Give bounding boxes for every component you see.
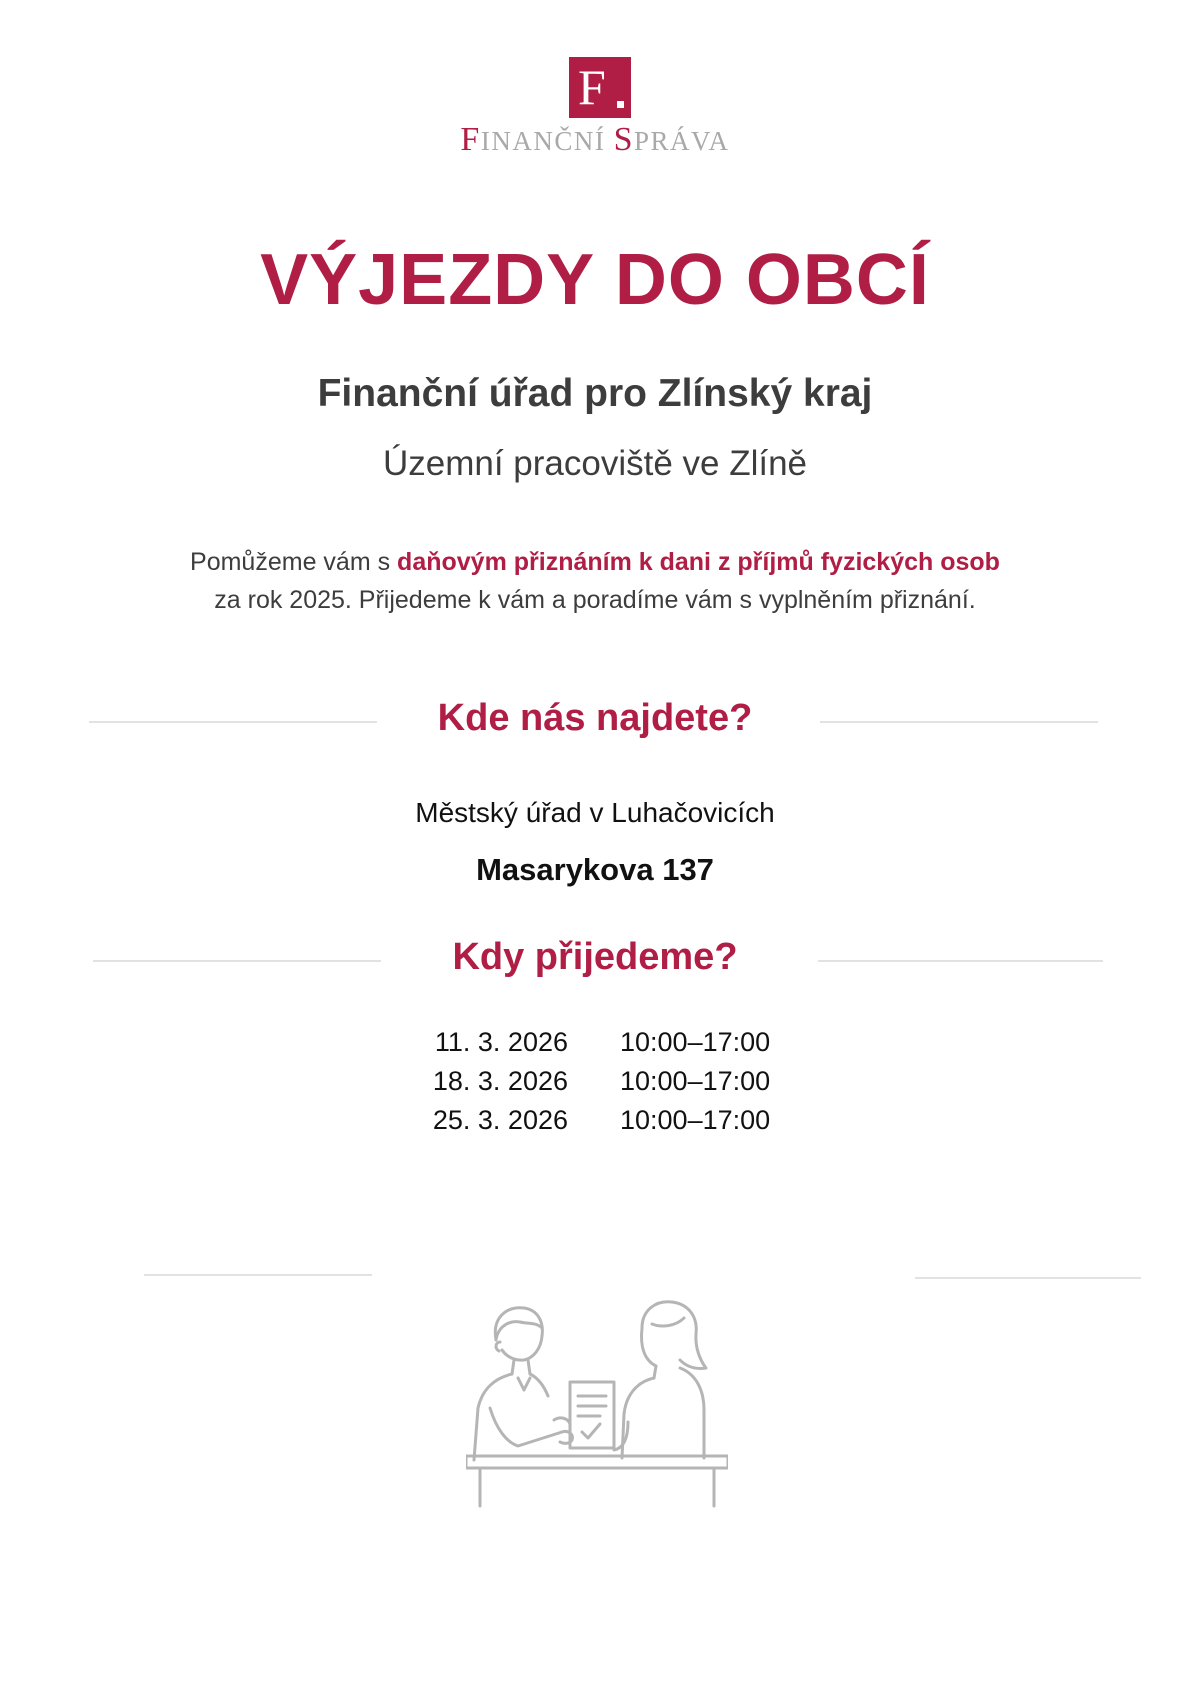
logo-dot [617, 101, 624, 108]
venue-address: Masarykova 137 [476, 852, 714, 887]
visit-time: 10:00–17:00 [620, 1066, 771, 1096]
schedule-row [380, 1027, 800, 1066]
intro-paragraph [0, 543, 1190, 619]
logo-wordmark [0, 121, 1190, 159]
when-heading: Kdy přijedeme? [452, 936, 738, 978]
intro-prefix: Pomůžeme vám s [190, 548, 398, 576]
logo-wordmark-part-2: PRÁVA [634, 126, 730, 156]
workplace-name: Územní pracoviště ve Zlíně [382, 444, 808, 483]
intro-line-1 [0, 543, 1190, 581]
intro-line-2: za rok 2025. Přijedeme k vám a poradíme vám s vyplněním přiznání. [214, 586, 976, 614]
visit-time: 10:00–17:00 [620, 1027, 771, 1057]
intro-highlight: daňovým přiznáním k dani z příjmů fyzických osob [397, 548, 1000, 576]
visit-schedule [380, 1027, 800, 1144]
venue-name: Městský úřad v Luhačovicích [415, 797, 775, 828]
divider-right-bottom [915, 1277, 1141, 1279]
where-heading: Kde nás najdete? [437, 697, 753, 739]
visit-date: 18. 3. 2026 [432, 1066, 568, 1096]
financni-sprava-logo [569, 57, 631, 118]
schedule-row [380, 1105, 800, 1144]
schedule-row [380, 1066, 800, 1105]
consultation-icon [466, 1298, 728, 1508]
visit-date: 25. 3. 2026 [432, 1105, 568, 1135]
logo-wordmark-initial-1: F [460, 121, 481, 158]
logo-wordmark-part-1: INANČNÍ [480, 126, 614, 156]
divider-left-bottom [144, 1274, 372, 1276]
office-name: Finanční úřad pro Zlínský kraj [317, 372, 873, 415]
visit-time: 10:00–17:00 [620, 1105, 771, 1135]
visit-date: 11. 3. 2026 [434, 1027, 568, 1057]
logo-wordmark-initial-2: S [613, 121, 635, 158]
logo-letter: F [578, 59, 606, 115]
page-title: VÝJEZDY DO OBCÍ [260, 240, 930, 320]
